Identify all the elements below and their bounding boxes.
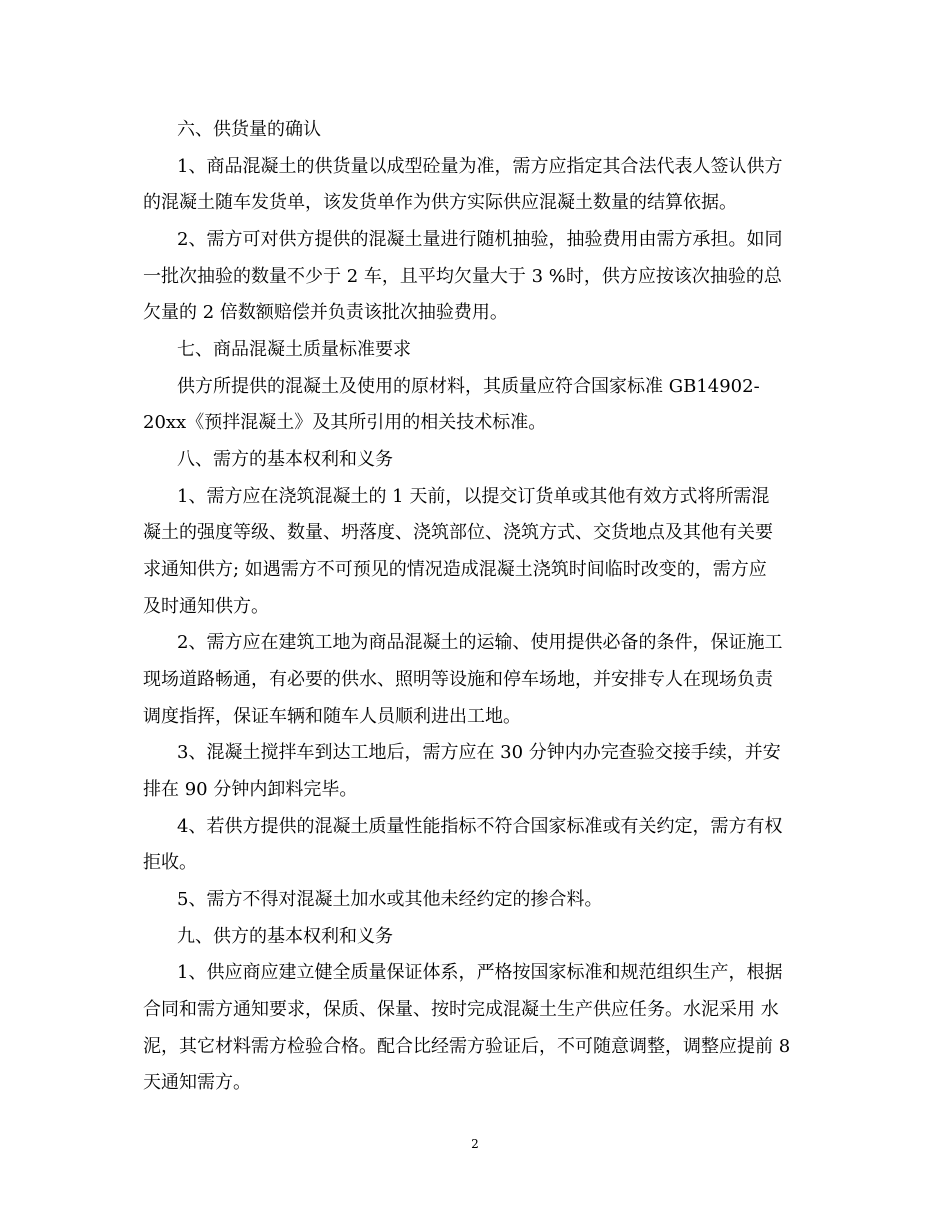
paragraph-line: 现场道路畅通，有必要的供水、照明等设施和停车场地，并安排专人在现场负责 [143, 669, 773, 690]
paragraph-line: 调度指挥，保证车辆和随车人员顺利进出工地。 [143, 706, 521, 727]
paragraph-line: 泥，其它材料需方检验合格。配合比经需方验证后，不可随意调整，调整应提前 8 [143, 1036, 791, 1057]
paragraph-line: 5、需方不得对混凝土加水或其他未经约定的掺合料。 [177, 889, 603, 910]
paragraph-line: 及时通知供方。 [143, 596, 269, 617]
paragraph-line: 1、需方应在浇筑混凝土的 1 天前，以提交订货单或其他有效方式将所需混 [177, 486, 770, 507]
paragraph-line: 凝土的强度等级、数量、坍落度、浇筑部位、浇筑方式、交货地点及其他有关要 [143, 522, 773, 543]
paragraph-line: 20xx《预拌混凝土》及其所引用的相关技术标准。 [143, 412, 547, 433]
paragraph-line: 欠量的 2 倍数额赔偿并负责该批次抽验费用。 [143, 302, 508, 323]
paragraph-line: 的混凝土随车发货单，该发货单作为供方实际供应混凝土数量的结算依据。 [143, 192, 737, 213]
paragraph-line: 拒收。 [143, 852, 197, 873]
section-heading: 九、供方的基本权利和义务 [177, 926, 393, 947]
paragraph-line: 2、需方应在建筑工地为商品混凝土的运输、使用提供必备的条件，保证施工 [177, 632, 783, 653]
paragraph-line: 供方所提供的混凝土及使用的原材料，其质量应符合国家标准 GB14902- [177, 376, 760, 397]
section-heading: 六、供货量的确认 [177, 119, 321, 140]
paragraph-line: 1、商品混凝土的供货量以成型砼量为准，需方应指定其合法代表人签认供方 [177, 156, 783, 177]
paragraph-line: 3、混凝土搅拌车到达工地后，需方应在 30 分钟内办完查验交接手续，并安 [177, 742, 781, 763]
paragraph-line: 4、若供方提供的混凝土质量性能指标不符合国家标准或有关约定，需方有权 [177, 816, 783, 837]
paragraph-line: 2、需方可对供方提供的混凝土量进行随机抽验，抽验费用由需方承担。如同 [177, 229, 783, 250]
section-heading: 七、商品混凝土质量标准要求 [177, 339, 411, 360]
paragraph-line: 1、供应商应建立健全质量保证体系，严格按国家标准和规范组织生产，根据 [177, 962, 783, 983]
paragraph-line: 排在 90 分钟内卸料完毕。 [143, 779, 358, 800]
paragraph-line: 求通知供方; 如遇需方不可预见的情况造成混凝土浇筑时间临时改变的，需方应 [143, 559, 767, 580]
paragraph-line: 合同和需方通知要求，保质、保量、按时完成混凝土生产供应任务。水泥采用 水 [143, 999, 779, 1020]
page-number: 2 [471, 1137, 479, 1151]
paragraph-line: 天通知需方。 [143, 1072, 251, 1093]
section-heading: 八、需方的基本权利和义务 [177, 449, 393, 470]
paragraph-line: 一批次抽验的数量不少于 2 车，且平均欠量大于 3 %时，供方应按该次抽验的总 [143, 266, 782, 287]
